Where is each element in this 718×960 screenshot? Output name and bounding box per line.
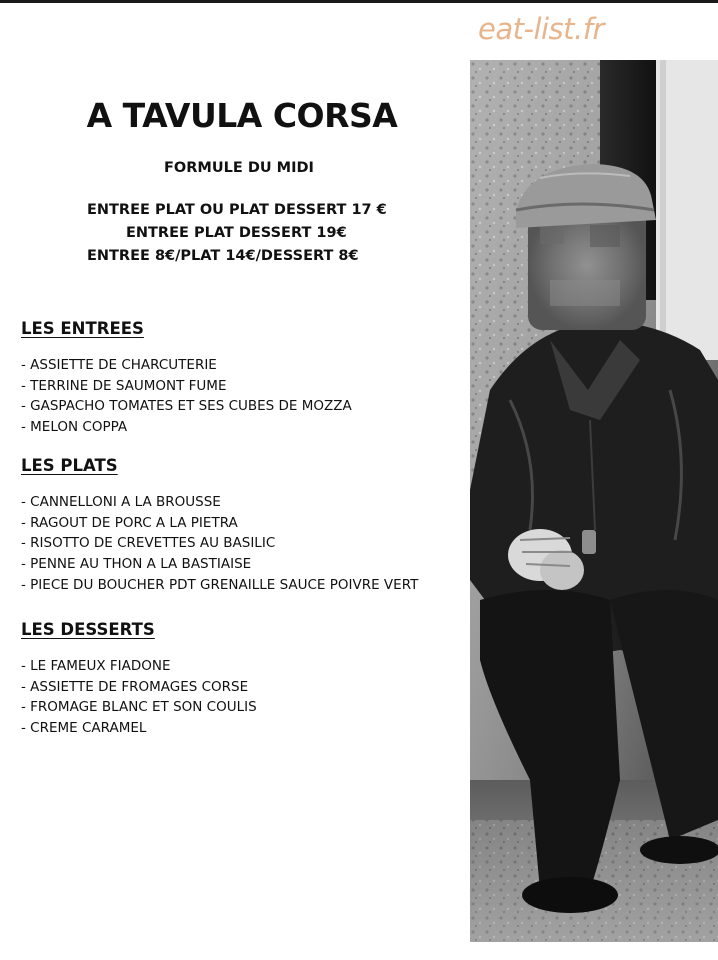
menu-item: - CREME CARAMEL [21, 720, 147, 737]
menu-item: - ASSIETTE DE CHARCUTERIE [21, 357, 217, 373]
formula-line-2: ENTREE PLAT DESSERT 19€ [126, 225, 347, 241]
menu-item: - RAGOUT DE PORC A LA PIETRA [21, 514, 238, 531]
menu-item: - TERRINE DE SAUMONT FUME [21, 377, 227, 394]
restaurant-title: A TAVULA CORSA [86, 96, 398, 135]
section-heading-plats: LES PLATS [21, 456, 118, 475]
menu-item: - FROMAGE BLANC ET SON COULIS [21, 699, 257, 716]
menu-item: - GASPACHO TOMATES ET SES CUBES DE MOZZA [21, 398, 352, 415]
menu-item: - LE FAMEUX FIADONE [21, 658, 171, 674]
menu-item: - PENNE AU THON A LA BASTIAISE [21, 556, 252, 573]
menu-item: - RISOTTO DE CREVETTES AU BASILIC [21, 535, 276, 552]
desserts-list [21, 656, 257, 739]
portrait-illustration [470, 60, 718, 942]
portrait-photo [470, 60, 718, 942]
formula-line-1: ENTREE PLAT OU PLAT DESSERT 17 € [87, 202, 387, 218]
formula-line-3: ENTREE 8€/PLAT 14€/DESSERT 8€ [87, 248, 359, 264]
plats-list [21, 492, 418, 595]
watermark: eat-list.fr [478, 12, 604, 46]
formula-heading: FORMULE DU MIDI [164, 160, 314, 176]
entrees-list [21, 355, 352, 438]
menu-item: - PIECE DU BOUCHER PDT GRENAILLE SAUCE POIVRE VERT [21, 576, 419, 593]
menu-item: - CANNELLONI A LA BROUSSE [21, 494, 221, 510]
section-heading-desserts: LES DESSERTS [21, 620, 155, 639]
top-border [0, 0, 718, 3]
menu-item: - ASSIETTE DE FROMAGES CORSE [21, 678, 249, 695]
menu-item: - MELON COPPA [21, 419, 128, 436]
section-heading-entrees: LES ENTREES [21, 319, 144, 338]
